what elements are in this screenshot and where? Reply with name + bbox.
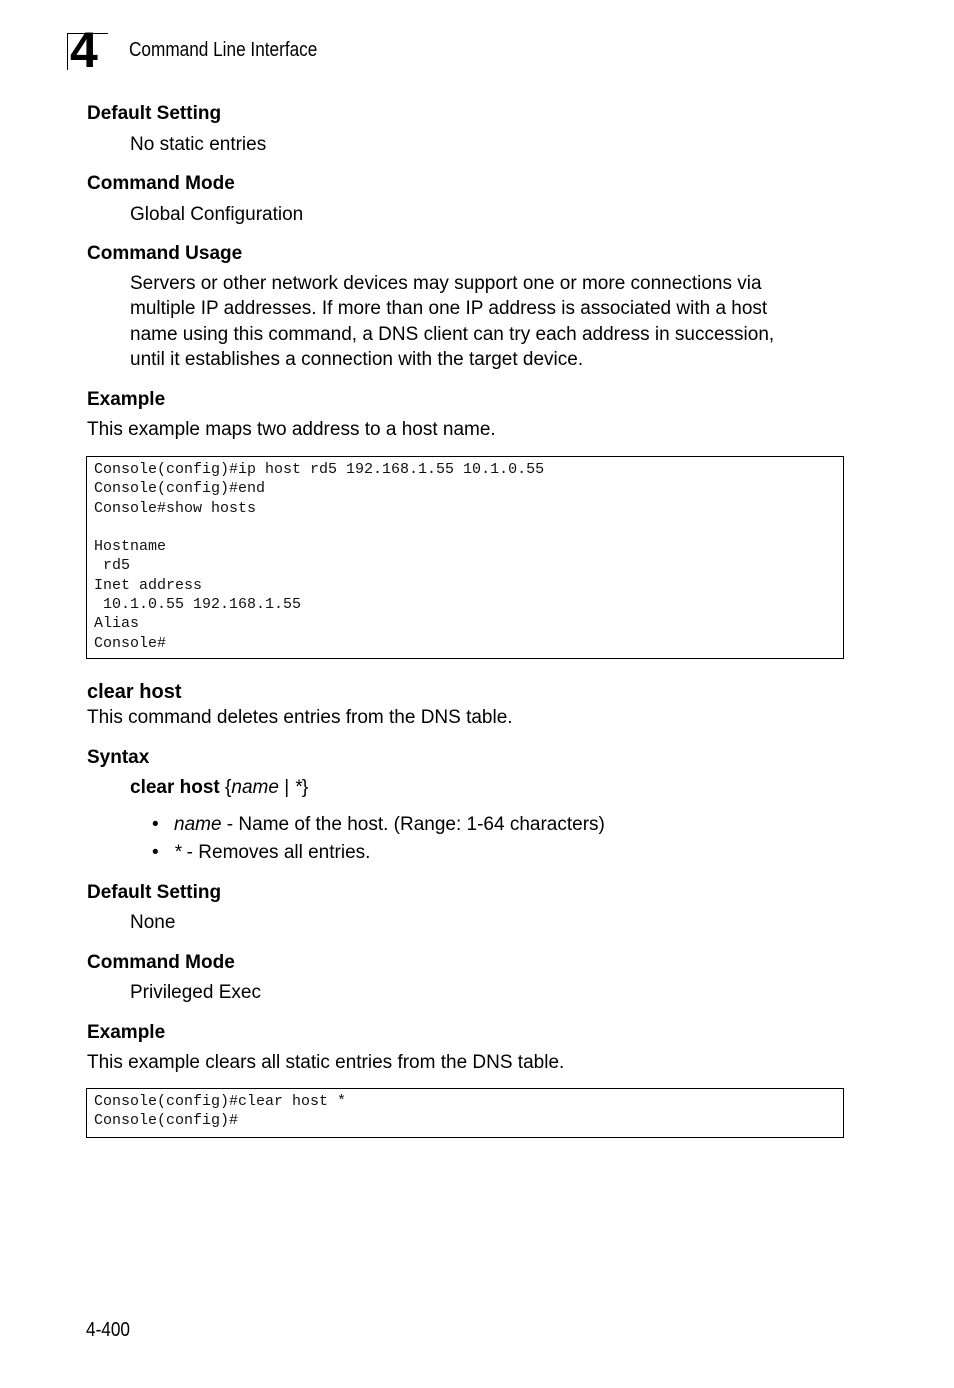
command-usage-line: until it establishes a connection with the target device. [130,348,584,370]
code-line: Console#show hosts [94,499,257,517]
code-line: Console(config)# [94,1112,239,1130]
code-line: Alias [94,615,140,633]
code-line [94,518,836,537]
default-setting-heading: Default Setting [87,103,222,124]
command-mode-value: Privileged Exec [130,982,261,1003]
bullet-desc: - Removes all entries. [181,842,371,863]
bullet-term: * [174,842,182,863]
example-description: This example clears all static entries from the DNS table. [87,1052,565,1073]
code-line: Console(config)#clear host * [94,1093,347,1110]
code-example-box [86,456,844,659]
command-description: This command deletes entries from the DNS table. [87,707,513,728]
command-usage-heading: Command Usage [87,243,243,264]
code-line: Hostname [94,538,167,556]
command-mode-heading: Command Mode [87,173,235,194]
command-mode-value: Global Configuration [130,204,304,225]
command-usage-paragraph [130,271,845,372]
default-setting-heading: Default Setting [87,882,222,903]
code-line: Console# [94,634,167,652]
bullet-item-star [174,841,370,865]
code-line: rd5 [94,557,131,575]
example-heading: Example [87,389,166,410]
command-title: clear host [87,681,182,703]
code-line: Inet address [94,576,203,594]
example-heading: Example [87,1022,166,1043]
syntax-line [130,776,308,800]
code-example-box [86,1088,844,1138]
command-mode-heading: Command Mode [87,952,235,973]
example-description: This example maps two address to a host name. [87,419,496,440]
bullet-term: name [174,814,222,835]
syntax-command: clear host [130,777,220,798]
chapter-number: 4 [70,22,97,78]
default-setting-value: None [130,912,176,933]
bullet-marker: • [152,814,159,835]
command-usage-line: Servers or other network devices may support one or more connections via [130,273,762,294]
syntax-heading: Syntax [87,747,150,768]
code-line: Console(config)#end [94,480,266,498]
default-setting-value: No static entries [130,134,267,155]
bullet-marker: • [152,842,159,863]
syntax-arg-star: * [294,777,302,798]
syntax-brace-open: { [225,777,232,798]
syntax-arg-name: name [231,777,279,798]
bullet-desc: - Name of the host. (Range: 1-64 characters) [221,814,605,835]
running-header-title: Command Line Interface [129,39,318,61]
code-line: 10.1.0.55 192.168.1.55 [94,596,302,614]
syntax-brace-close: } [301,777,309,798]
syntax-separator: | [278,777,295,798]
command-usage-line: name using this command, a DNS client can try each address in succession, [130,323,775,345]
page-number: 4-400 [86,1319,130,1341]
command-usage-line: multiple IP addresses. If more than one IP address is associated with a host [130,298,768,320]
bullet-item-name [174,813,605,837]
code-line: Console(config)#ip host rd5 192.168.1.55 10.1.0.55 [94,461,545,478]
